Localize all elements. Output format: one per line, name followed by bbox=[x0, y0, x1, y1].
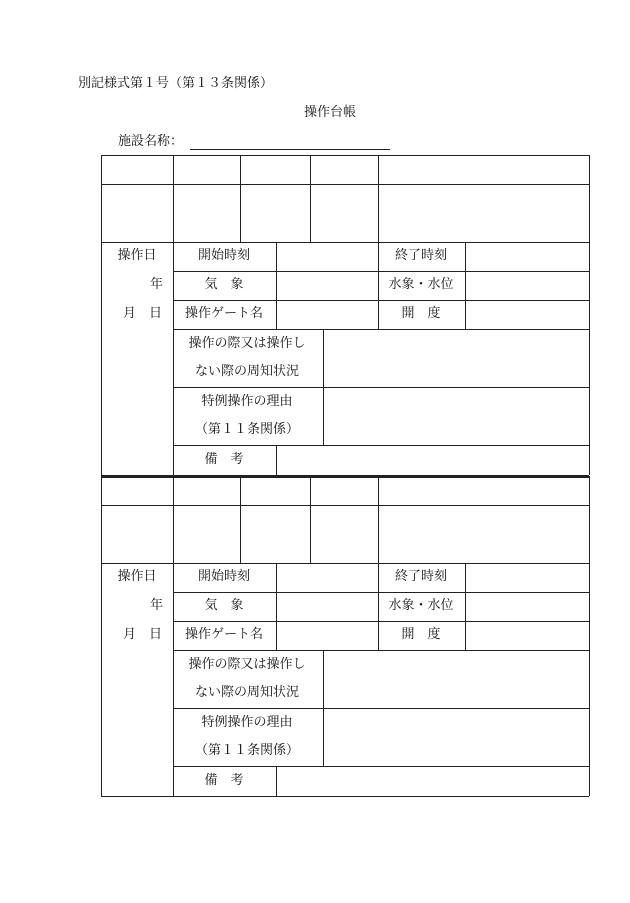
record-1-remarks-label: 備 考 bbox=[204, 452, 244, 467]
record-2-entry-cell[interactable] bbox=[240, 476, 310, 563]
record-1-entry-cell[interactable] bbox=[101, 155, 173, 242]
record-1-entry-cell[interactable] bbox=[240, 155, 310, 242]
record-2-remarks-field[interactable] bbox=[276, 766, 589, 796]
record-1-end-time-label: 終了時刻 bbox=[394, 248, 448, 263]
record-1-entry-cell[interactable] bbox=[378, 155, 589, 242]
record-2-start-time-label: 開始時刻 bbox=[197, 569, 251, 584]
record-2-bottom-border bbox=[101, 796, 589, 797]
record-2-entry-cell[interactable] bbox=[101, 476, 173, 563]
record-1-end-time-field[interactable] bbox=[465, 242, 589, 271]
record-1-notice-label-line2: ない際の周知状況 bbox=[194, 364, 300, 379]
record-2-month-day-label: 月 日 bbox=[123, 627, 163, 642]
facility-name-label: 施設名称： bbox=[118, 134, 184, 149]
page-title: 操作台帳 bbox=[303, 105, 357, 120]
record-1-weather-field[interactable] bbox=[276, 271, 378, 300]
record-2-date-label: 操作日 bbox=[117, 569, 157, 584]
record-2-notice-status-field[interactable] bbox=[323, 650, 589, 708]
record-2-right-border bbox=[589, 476, 590, 796]
record-2-special-reason-field[interactable] bbox=[323, 708, 589, 766]
record-2-remarks-label: 備 考 bbox=[204, 773, 244, 788]
record-1-notice-status-field[interactable] bbox=[323, 329, 589, 387]
record-1-right-border bbox=[589, 155, 590, 475]
record-1-water-level-label: 水象・水位 bbox=[388, 277, 454, 292]
record-1-opening-label: 開 度 bbox=[401, 306, 441, 321]
record-1-start-time-field[interactable] bbox=[276, 242, 378, 271]
record-2-special-reason-label-line2: （第１１条関係） bbox=[194, 743, 300, 758]
record-1-gate-name-label: 操作ゲート名 bbox=[184, 306, 264, 321]
facility-name-field[interactable] bbox=[190, 134, 390, 150]
form-label: 別記様式第１号（第１３条関係） bbox=[78, 76, 274, 91]
record-2-water-level-label: 水象・水位 bbox=[388, 598, 454, 613]
record-1-year-label: 年 bbox=[150, 277, 164, 292]
record-2-entry-cell[interactable] bbox=[173, 476, 240, 563]
record-1-special-reason-label-line1: 特例操作の理由 bbox=[201, 394, 293, 409]
record-1-remarks-field[interactable] bbox=[276, 445, 589, 475]
record-1-weather-label: 気 象 bbox=[204, 277, 244, 292]
record-1-start-time-label: 開始時刻 bbox=[197, 248, 251, 263]
record-2-start-time-field[interactable] bbox=[276, 563, 378, 592]
record-2-special-reason-label-line1: 特例操作の理由 bbox=[201, 715, 293, 730]
record-1-entry-cell[interactable] bbox=[173, 155, 240, 242]
record-2-notice-label-line2: ない際の周知状況 bbox=[194, 685, 300, 700]
record-2-end-time-label: 終了時刻 bbox=[394, 569, 448, 584]
record-1-notice-label-line1: 操作の際又は操作し bbox=[188, 336, 306, 351]
record-2-entry-cell[interactable] bbox=[310, 476, 378, 563]
record-2-opening-field[interactable] bbox=[465, 621, 589, 650]
record-1-month-day-label: 月 日 bbox=[123, 306, 163, 321]
record-2-year-label: 年 bbox=[150, 598, 164, 613]
record-1-opening-field[interactable] bbox=[465, 300, 589, 329]
record-2-weather-field[interactable] bbox=[276, 592, 378, 621]
record-1-water-level-field[interactable] bbox=[465, 271, 589, 300]
record-2-weather-label: 気 象 bbox=[204, 598, 244, 613]
record-2-notice-label-line1: 操作の際又は操作し bbox=[188, 657, 306, 672]
record-2-water-level-field[interactable] bbox=[465, 592, 589, 621]
record-2-gate-name-label: 操作ゲート名 bbox=[184, 627, 264, 642]
record-2-entry-cell[interactable] bbox=[378, 476, 589, 563]
record-1-special-reason-label-line2: （第１１条関係） bbox=[194, 422, 300, 437]
record-1-gate-name-field[interactable] bbox=[276, 300, 378, 329]
record-2-gate-name-field[interactable] bbox=[276, 621, 378, 650]
record-1-entry-cell[interactable] bbox=[310, 155, 378, 242]
record-1-date-label: 操作日 bbox=[117, 248, 157, 263]
record-2-end-time-field[interactable] bbox=[465, 563, 589, 592]
record-2-opening-label: 開 度 bbox=[401, 627, 441, 642]
record-1-special-reason-field[interactable] bbox=[323, 387, 589, 445]
